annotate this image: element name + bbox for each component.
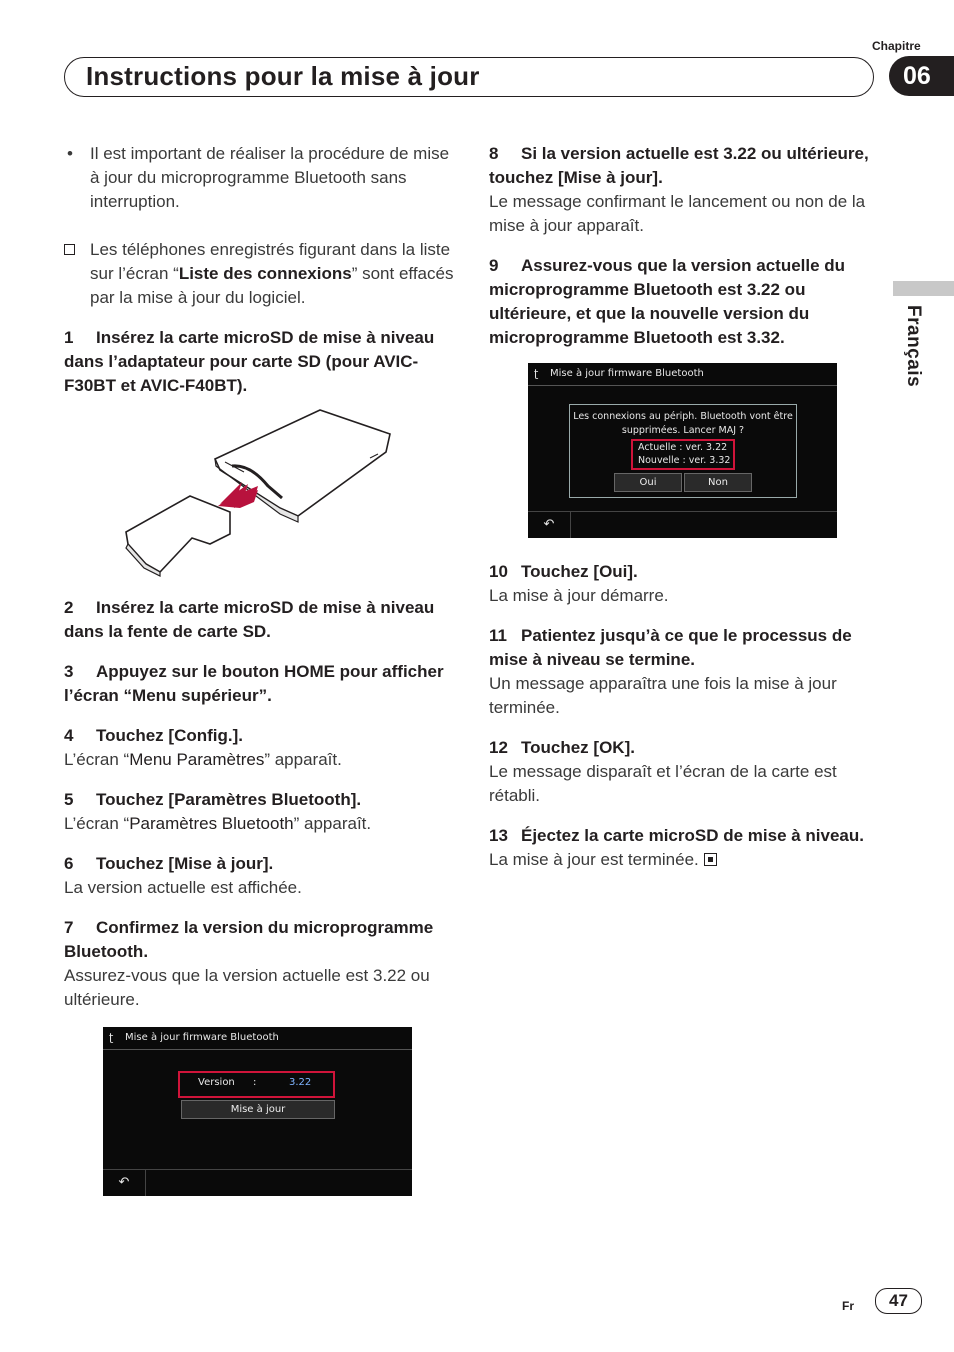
firmware-update-confirm-screen [528, 363, 837, 538]
step-4 [64, 724, 456, 748]
step-number: 1 [64, 328, 74, 347]
bullet-text: Il est important de réaliser la procédure de mise à jour du microprogramme Bluetooth sans interruption. [90, 144, 450, 211]
step-7 [64, 916, 456, 964]
left-column [64, 142, 456, 398]
step-5-body [64, 812, 456, 836]
body-text: L’écran “ [64, 814, 130, 833]
screen-footer [103, 1169, 412, 1196]
step-number: 13 [489, 826, 508, 845]
left-column-steps [64, 596, 456, 1012]
bullet-item [64, 142, 456, 214]
step-6-body: La version actuelle est affichée. [64, 878, 302, 897]
chapter-label: Chapitre [872, 39, 921, 53]
screen-title: Mise à jour firmware Bluetooth [125, 1032, 279, 1043]
step-text: Assurez-vous que la version actuelle du microprogramme Bluetooth est 3.22 ou ultérieure, et que la nouvelle version du microprogramme Bluetooth est 3.32. [489, 256, 846, 347]
step-3 [64, 660, 456, 708]
step-text: Insérez la carte microSD de mise à niveau dans la fente de carte SD. [64, 598, 435, 641]
step-number: 7 [64, 918, 74, 937]
new-version: Nouvelle : ver. 3.32 [638, 455, 731, 466]
dialog-versions [638, 441, 730, 467]
body-text: L’écran “ [64, 750, 130, 769]
step-number: 5 [64, 790, 74, 809]
step-8 [489, 142, 875, 190]
body-text-end: ” apparaît. [293, 814, 372, 833]
note-bold: Liste des connexions [178, 264, 352, 283]
no-button[interactable]: Non [684, 473, 752, 492]
page-number: 47 [875, 1288, 922, 1314]
step-13 [489, 824, 875, 848]
language-tab-label: Français [903, 305, 924, 388]
step-text: Si la version actuelle est 3.22 ou ultérieure, touchez [Mise à jour]. [489, 144, 869, 187]
step-number: 8 [489, 144, 499, 163]
note-item [64, 238, 456, 310]
footer-language-code: Fr [842, 1299, 854, 1313]
step-12 [489, 736, 875, 760]
screen-title: Mise à jour firmware Bluetooth [550, 368, 704, 379]
dialog-message [570, 410, 796, 438]
version-separator: : [253, 1077, 257, 1088]
language-tab-marker [893, 281, 954, 296]
right-column [489, 142, 875, 350]
step-12-body: Le message disparaît et l’écran de la carte est rétabli. [489, 762, 837, 805]
step-4-body [64, 748, 456, 772]
sd-card-adapter-illustration [120, 404, 400, 584]
version-value: 3.22 [289, 1077, 312, 1088]
step-text: Touchez [Mise à jour]. [96, 854, 274, 873]
step-text: Confirmez la version du microprogramme Bluetooth. [64, 918, 434, 961]
step-text: Touchez [OK]. [521, 738, 635, 757]
note-text-end: ” sont effacés par la mise à jour du logiciel. [90, 264, 454, 307]
step-text: Patientez jusqu’à ce que le processus de mise à niveau se termine. [489, 626, 852, 669]
dialog-line-1: Les connexions au périph. Bluetooth vont être [573, 411, 793, 422]
update-button[interactable]: Mise à jour [181, 1100, 335, 1119]
screen-footer [528, 511, 837, 538]
body-bold: Menu Paramètres [129, 750, 265, 769]
firmware-version-screen [103, 1027, 412, 1196]
step-number: 12 [489, 738, 508, 757]
step-11-body: Un message apparaîtra une fois la mise à jour terminée. [489, 674, 837, 717]
current-version: Actuelle : ver. 3.22 [638, 442, 728, 453]
dialog-line-2: supprimées. Lancer MAJ ? [621, 425, 745, 436]
step-6 [64, 852, 456, 876]
body-text: La mise à jour est terminée. [489, 850, 699, 869]
page-title: Instructions pour la mise à jour [86, 61, 480, 91]
confirm-dialog [569, 404, 797, 498]
bluetooth-icon: ʈ [534, 367, 539, 380]
checkbox-icon [64, 244, 75, 255]
step-text: Touchez [Oui]. [521, 562, 638, 581]
step-text: Éjectez la carte microSD de mise à niveau. [521, 826, 864, 845]
step-text: Insérez la carte microSD de mise à niveau dans l’adaptateur pour carte SD (pour AVIC-F30BT et AVIC-F40BT). [64, 328, 435, 395]
step-9 [489, 254, 875, 350]
step-number: 4 [64, 726, 74, 745]
screen-title-bar [528, 363, 837, 386]
step-2 [64, 596, 456, 644]
step-number: 11 [489, 626, 507, 645]
step-number: 3 [64, 662, 74, 681]
yes-button[interactable]: Oui [614, 473, 682, 492]
end-of-section-icon [704, 853, 717, 866]
chapter-number-tab: 06 [889, 56, 954, 96]
version-label: Version [198, 1077, 235, 1088]
back-icon[interactable]: ↶ [103, 1170, 146, 1196]
step-number: 6 [64, 854, 74, 873]
step-11 [489, 624, 875, 672]
step-10-body: La mise à jour démarre. [489, 586, 669, 605]
step-8-body: Le message confirmant le lancement ou non de la mise à jour apparaît. [489, 192, 866, 235]
step-number: 10 [489, 562, 508, 581]
screen-title-bar [103, 1027, 412, 1050]
note-text: Les téléphones enregistrés figurant dans la liste sur l’écran “ [90, 240, 451, 283]
step-text: Touchez [Config.]. [96, 726, 243, 745]
step-text: Appuyez sur le bouton HOME pour afficher l’écran “Menu supérieur”. [64, 662, 444, 705]
bluetooth-icon: ʈ [109, 1031, 114, 1044]
step-7-body: Assurez-vous que la version actuelle est 3.22 ou ultérieure. [64, 966, 430, 1009]
body-text-end: ” apparaît. [264, 750, 342, 769]
step-number: 2 [64, 598, 74, 617]
step-1 [64, 326, 456, 398]
step-13-body [489, 848, 875, 872]
bullet-dot-icon: • [67, 144, 73, 163]
back-icon[interactable]: ↶ [528, 512, 571, 538]
step-10 [489, 560, 875, 584]
step-number: 9 [489, 256, 499, 275]
step-5 [64, 788, 456, 812]
step-text: Touchez [Paramètres Bluetooth]. [96, 790, 362, 809]
body-bold: Paramètres Bluetooth [129, 814, 294, 833]
right-column-steps [489, 560, 875, 872]
